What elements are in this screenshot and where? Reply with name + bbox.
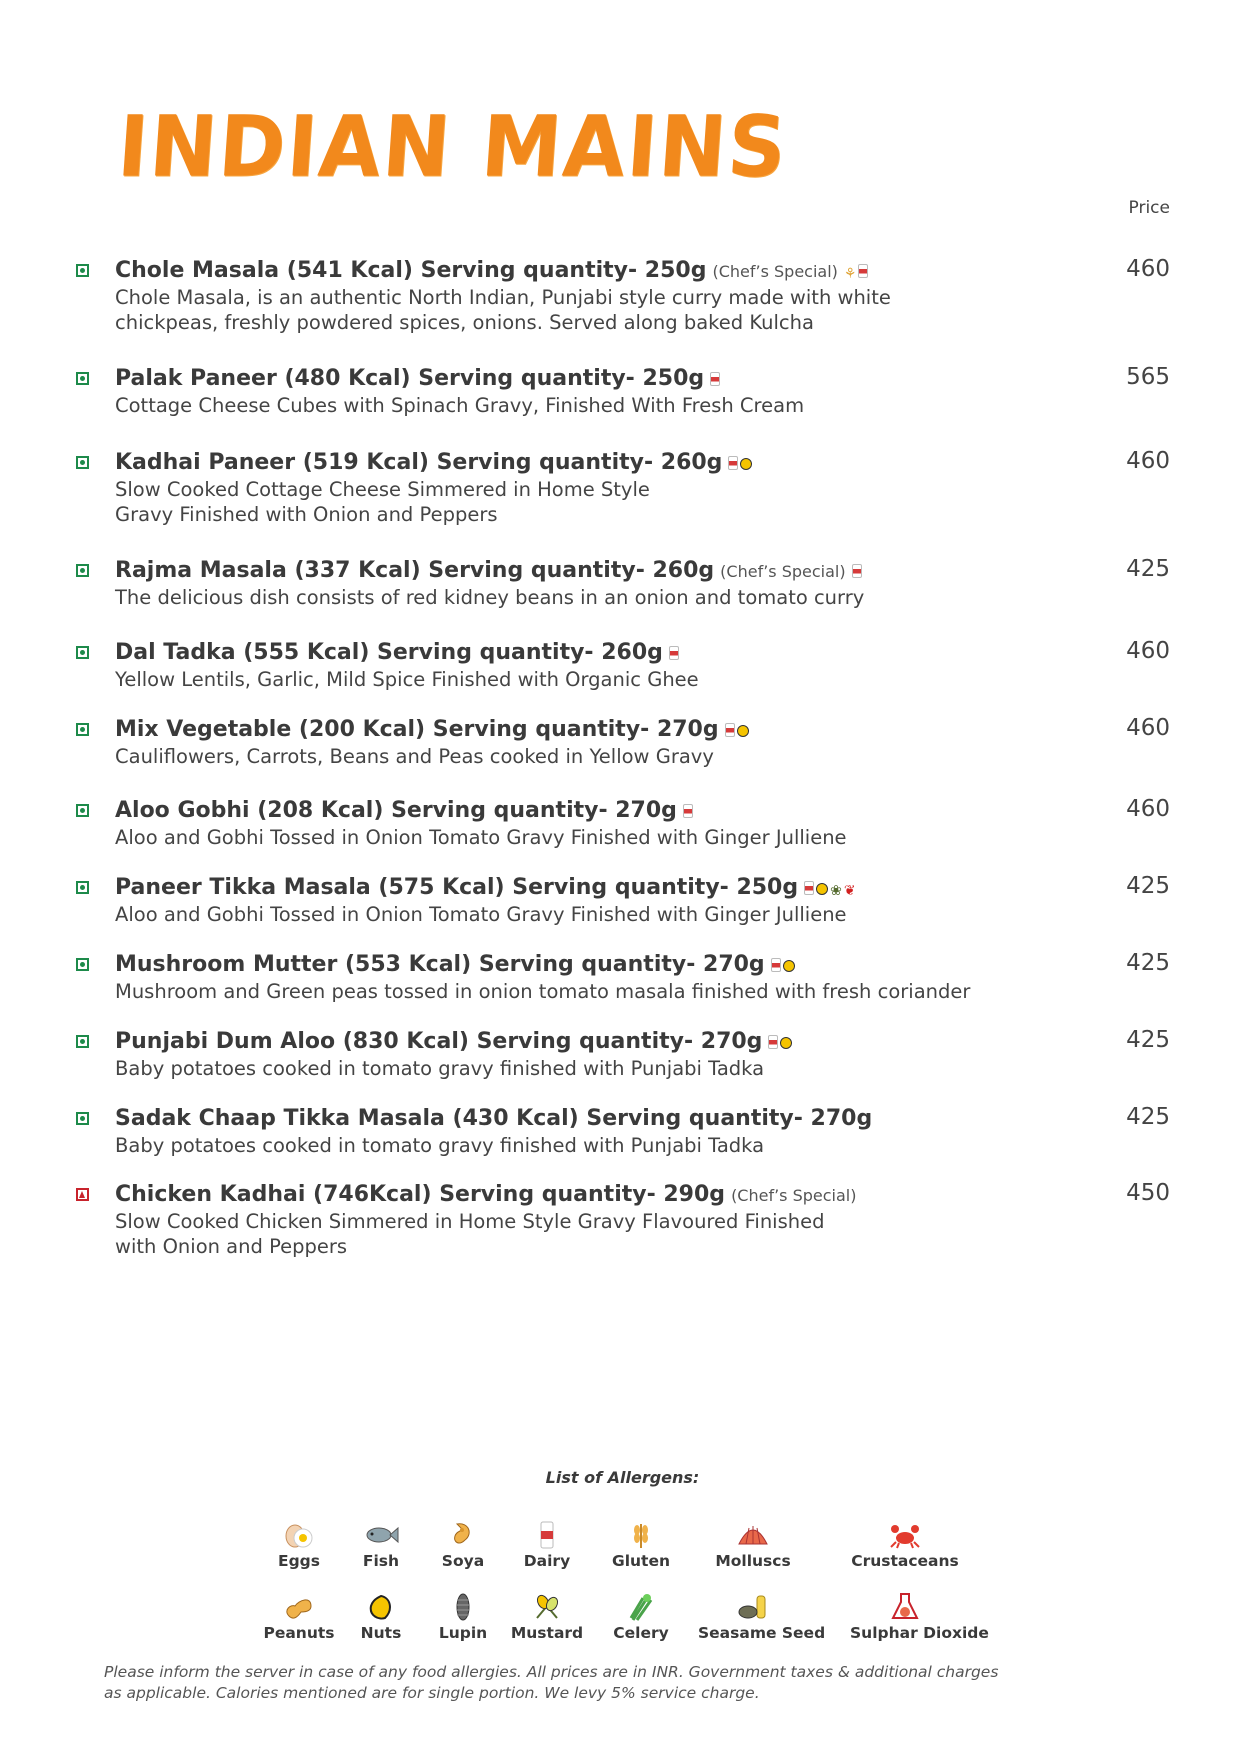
menu-item-price: 565 bbox=[1126, 364, 1170, 390]
description-line: Cottage Cheese Cubes with Spinach Gravy, Finished With Fresh Cream bbox=[115, 394, 805, 417]
nuts-icon bbox=[780, 1037, 792, 1049]
menu-item-price: 425 bbox=[1126, 950, 1170, 976]
chef-special-tag: (Chef’s Special) bbox=[720, 562, 846, 581]
menu-item-name: Sadak Chaap Tikka Masala (430 Kcal) Serving quantity- 270g bbox=[115, 1106, 873, 1131]
menu-item-price: 460 bbox=[1126, 638, 1170, 664]
menu-item-description bbox=[115, 1133, 1015, 1158]
veg-symbol-icon bbox=[76, 723, 89, 736]
allergen-label: Dairy bbox=[523, 1552, 571, 1570]
allergen-label: Gluten bbox=[611, 1552, 671, 1570]
menu-item-name: Rajma Masala (337 Kcal) Serving quantity- 260g bbox=[115, 558, 715, 583]
nuts-icon bbox=[740, 458, 752, 470]
dairy-icon bbox=[725, 723, 735, 737]
menu-item-description bbox=[115, 744, 1015, 769]
menu-item-price: 460 bbox=[1126, 715, 1170, 741]
dairy-icon bbox=[771, 958, 781, 972]
allergen-legend-title: List of Allergens: bbox=[545, 1468, 700, 1487]
allergen-legend-item bbox=[698, 1520, 808, 1570]
crustaceans-icon bbox=[887, 1520, 923, 1550]
allergen-label: Molluscs bbox=[715, 1552, 791, 1570]
veg-symbol-icon bbox=[76, 564, 89, 577]
dairy-icon bbox=[852, 564, 862, 578]
footer-line-2: as applicable. Calories mentioned are for single portion. We levy 5% service charge. bbox=[104, 1684, 760, 1702]
allergen-label: Lupin bbox=[438, 1624, 488, 1642]
item-allergen-icons bbox=[725, 723, 751, 741]
menu-item-description bbox=[115, 585, 1015, 610]
veg-symbol-icon bbox=[76, 804, 89, 817]
menu-item-name: Mix Vegetable (200 Kcal) Serving quantity- 270g bbox=[115, 717, 719, 742]
menu-item-name: Kadhai Paneer (519 Kcal) Serving quantity- 260g bbox=[115, 450, 723, 475]
allergen-label: Crustaceans bbox=[851, 1552, 959, 1570]
allergen-label: Eggs bbox=[277, 1552, 320, 1570]
menu-item-description bbox=[115, 285, 1015, 335]
sulphur-dioxide-icon bbox=[887, 1592, 923, 1622]
item-allergen-icons bbox=[683, 804, 695, 822]
menu-item-description bbox=[115, 393, 1015, 418]
nuts-icon bbox=[737, 725, 749, 737]
menu-item-description bbox=[115, 979, 1015, 1004]
allergen-legend-item bbox=[850, 1592, 989, 1642]
menu-item-name: Chole Masala (541 Kcal) Serving quantity- 250g bbox=[115, 258, 707, 283]
description-line: with Onion and Peppers bbox=[115, 1235, 348, 1258]
description-line: The delicious dish consists of red kidney beans in an onion and tomato curry bbox=[115, 586, 865, 609]
nuts-icon bbox=[363, 1592, 399, 1622]
item-allergen-icons bbox=[669, 646, 681, 664]
fish-icon bbox=[363, 1520, 399, 1550]
footer-note bbox=[104, 1662, 1004, 1704]
allergen-label: Celery bbox=[613, 1624, 669, 1642]
allergen-label: Sulphar Dioxide bbox=[850, 1624, 989, 1642]
description-line: chickpeas, freshly powdered spices, onions. Served along baked Kulcha bbox=[115, 311, 814, 334]
veg-symbol-icon bbox=[76, 881, 89, 894]
nuts-icon bbox=[816, 883, 828, 895]
allergen-label: Soya bbox=[441, 1552, 485, 1570]
allergen-legend-item bbox=[586, 1520, 696, 1570]
description-line: Yellow Lentils, Garlic, Mild Spice Finished with Organic Ghee bbox=[115, 668, 699, 691]
dairy-icon bbox=[669, 646, 679, 660]
allergen-legend-item bbox=[586, 1592, 696, 1642]
price-column-header: Price bbox=[1128, 198, 1170, 218]
dairy-icon bbox=[683, 804, 693, 818]
allergen-label: Seasame Seed bbox=[698, 1624, 826, 1642]
chef-special-tag: (Chef’s Special) bbox=[712, 262, 838, 281]
menu-item-description bbox=[115, 667, 1015, 692]
menu-item-price: 460 bbox=[1126, 796, 1170, 822]
menu-item-price: 425 bbox=[1126, 873, 1170, 899]
veg-symbol-icon bbox=[76, 1112, 89, 1125]
lupin-icon bbox=[445, 1592, 481, 1622]
menu-item-name: Paneer Tikka Masala (575 Kcal) Serving quantity- 250g bbox=[115, 875, 799, 900]
nuts-icon bbox=[783, 960, 795, 972]
chili-icon: ❦ bbox=[843, 882, 856, 899]
menu-item-description bbox=[115, 902, 1015, 927]
allergen-label: Peanuts bbox=[263, 1624, 335, 1642]
menu-item-name: Aloo Gobhi (208 Kcal) Serving quantity- 270g bbox=[115, 798, 677, 823]
dairy-icon bbox=[858, 264, 868, 278]
dairy-icon bbox=[804, 881, 814, 895]
description-line: Slow Cooked Chicken Simmered in Home Style Gravy Flavoured Finished bbox=[115, 1210, 825, 1233]
item-allergen-icons bbox=[852, 564, 864, 582]
molluscs-icon bbox=[735, 1520, 771, 1550]
veg-symbol-icon bbox=[76, 958, 89, 971]
menu-item-name: Chicken Kadhai (746Kcal) Serving quantity- 290g bbox=[115, 1182, 726, 1207]
celery-icon bbox=[623, 1592, 659, 1622]
menu-item-description bbox=[115, 825, 1015, 850]
dairy-icon bbox=[710, 372, 720, 386]
mustard-icon bbox=[529, 1592, 565, 1622]
description-line: Aloo and Gobhi Tossed in Onion Tomato Gravy Finished with Ginger Julliene bbox=[115, 826, 847, 849]
description-line: Baby potatoes cooked in tomato gravy finished with Punjabi Tadka bbox=[115, 1134, 765, 1157]
menu-item-name: Palak Paneer (480 Kcal) Serving quantity- 250g bbox=[115, 366, 705, 391]
description-line: Aloo and Gobhi Tossed in Onion Tomato Gravy Finished with Ginger Julliene bbox=[115, 903, 847, 926]
description-line: Chole Masala, is an authentic North Indian, Punjabi style curry made with white bbox=[115, 286, 891, 309]
gluten-icon: ⚘ bbox=[843, 265, 857, 282]
veg-symbol-icon bbox=[76, 646, 89, 659]
allergen-legend-item bbox=[850, 1520, 960, 1570]
dairy-icon bbox=[529, 1520, 565, 1550]
menu-item-price: 425 bbox=[1126, 1027, 1170, 1053]
dairy-icon bbox=[728, 456, 738, 470]
chef-special-tag: (Chef’s Special) bbox=[731, 1186, 857, 1205]
allergen-label: Nuts bbox=[360, 1624, 402, 1642]
description-line: Cauliflowers, Carrots, Beans and Peas cooked in Yellow Gravy bbox=[115, 745, 714, 768]
item-allergen-icons bbox=[844, 264, 871, 282]
mustard-icon: ❀ bbox=[830, 882, 842, 899]
menu-item-price: 425 bbox=[1126, 1104, 1170, 1130]
sesame-seed-icon bbox=[735, 1592, 771, 1622]
veg-symbol-icon bbox=[76, 456, 89, 469]
menu-item-name: Mushroom Mutter (553 Kcal) Serving quantity- 270g bbox=[115, 952, 765, 977]
allergen-label: Mustard bbox=[510, 1624, 584, 1642]
dairy-icon bbox=[768, 1035, 778, 1049]
allergen-label: Fish bbox=[362, 1552, 400, 1570]
item-allergen-icons bbox=[768, 1035, 794, 1053]
nonveg-symbol-icon bbox=[76, 1188, 89, 1201]
gluten-icon bbox=[623, 1520, 659, 1550]
menu-item-description bbox=[115, 1056, 1015, 1081]
veg-symbol-icon bbox=[76, 372, 89, 385]
description-line: Baby potatoes cooked in tomato gravy finished with Punjabi Tadka bbox=[115, 1057, 765, 1080]
menu-item-price: 460 bbox=[1126, 256, 1170, 282]
menu-item-name: Punjabi Dum Aloo (830 Kcal) Serving quantity- 270g bbox=[115, 1029, 763, 1054]
item-allergen-icons bbox=[728, 456, 754, 474]
page-title: INDIAN MAINS bbox=[114, 97, 791, 196]
description-line: Mushroom and Green peas tossed in onion tomato masala finished with fresh coriander bbox=[115, 980, 971, 1003]
menu-item-name: Dal Tadka (555 Kcal) Serving quantity- 260g bbox=[115, 640, 663, 665]
eggs-icon bbox=[281, 1520, 317, 1550]
menu-item-price: 460 bbox=[1126, 448, 1170, 474]
item-allergen-icons bbox=[710, 372, 722, 390]
footer-line-1: Please inform the server in case of any food allergies. All prices are in INR. Government taxes & additional charges bbox=[104, 1663, 999, 1681]
veg-symbol-icon bbox=[76, 264, 89, 277]
item-allergen-icons bbox=[804, 881, 857, 899]
peanuts-icon bbox=[281, 1592, 317, 1622]
soya-icon bbox=[445, 1520, 481, 1550]
allergen-legend-item bbox=[698, 1592, 826, 1642]
menu-item-price: 450 bbox=[1126, 1180, 1170, 1206]
item-allergen-icons bbox=[771, 958, 797, 976]
description-line: Slow Cooked Cottage Cheese Simmered in Home Style bbox=[115, 478, 650, 501]
veg-symbol-icon bbox=[76, 1035, 89, 1048]
menu-item-description bbox=[115, 477, 1015, 527]
menu-item-price: 425 bbox=[1126, 556, 1170, 582]
description-line: Gravy Finished with Onion and Peppers bbox=[115, 503, 498, 526]
menu-item-description bbox=[115, 1209, 1015, 1259]
